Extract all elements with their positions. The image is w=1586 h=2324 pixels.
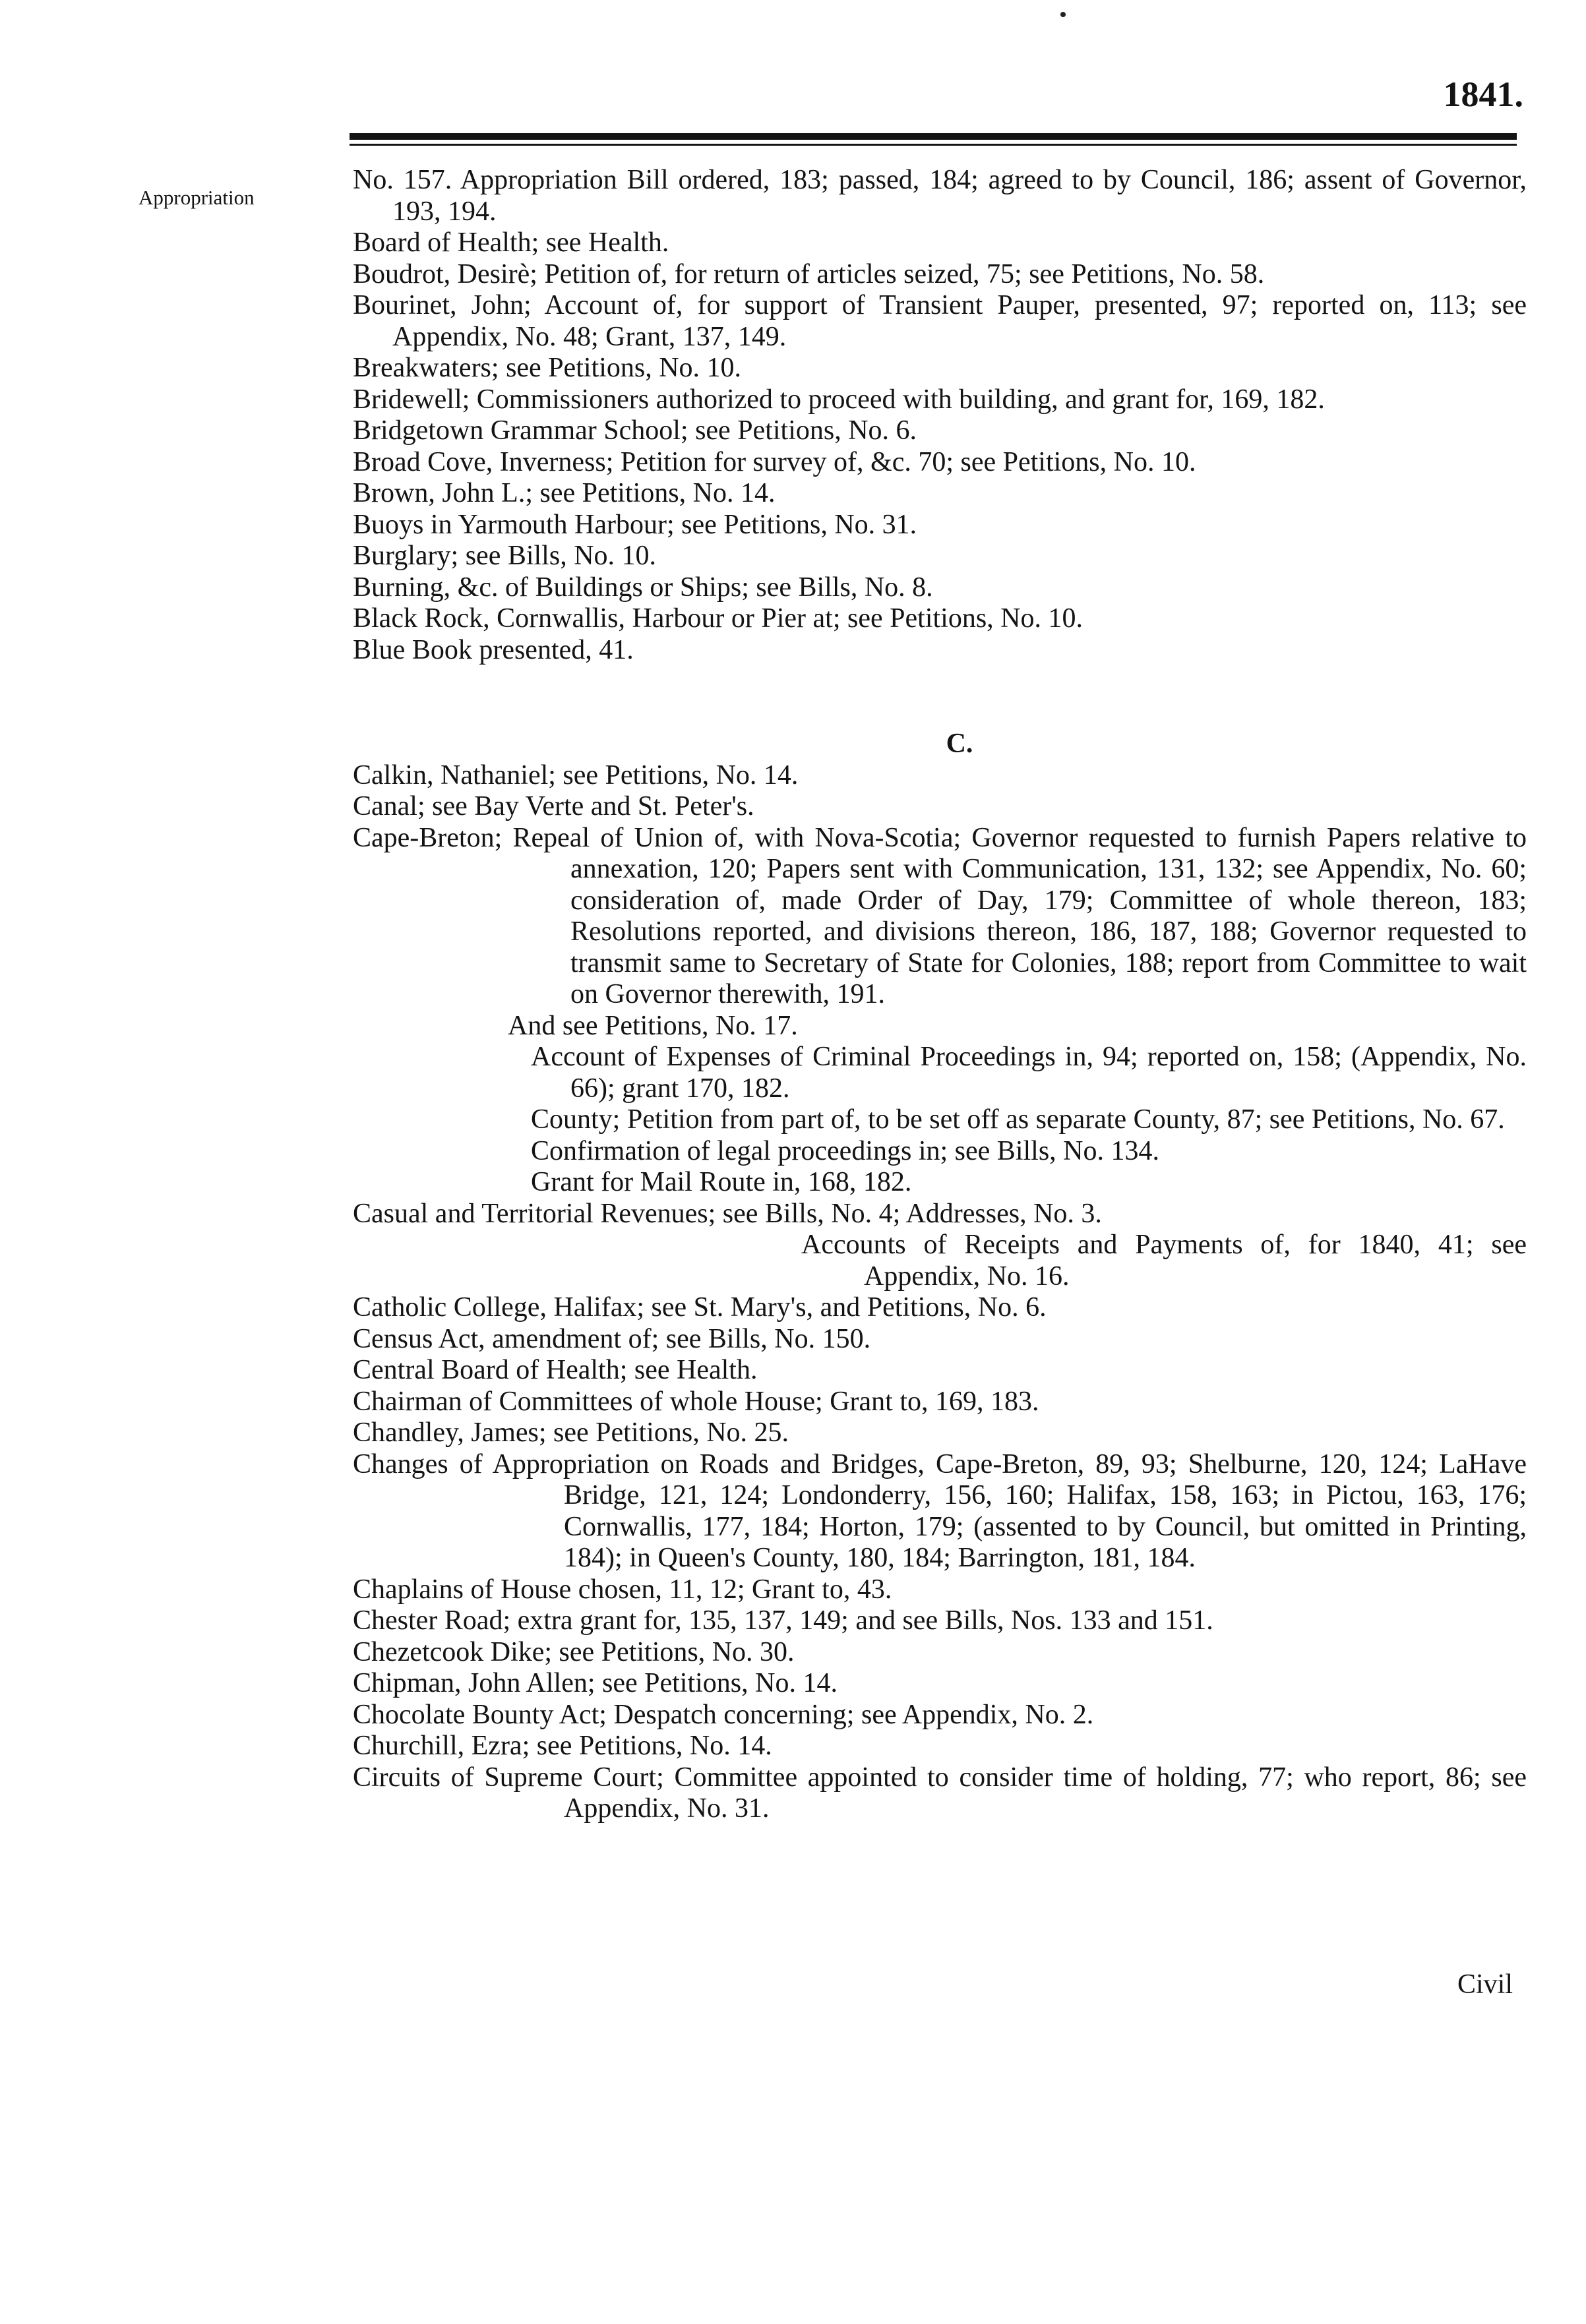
index-subentry: Confirmation of legal proceedings in; see Bills, No. 134. <box>531 1135 1159 1166</box>
index-entry: Board of Health; see Health. <box>353 227 669 258</box>
margin-note: Appropriation <box>138 186 255 209</box>
index-entry: Boudrot, Desirè; Petition of, for return of articles seized, 75; see Petitions, No. 58. <box>353 258 1265 289</box>
index-entry: Bridgetown Grammar School; see Petitions, No. 6. <box>353 415 917 446</box>
index-entry: Black Rock, Cornwallis, Harbour or Pier at; see Petitions, No. 10. <box>353 603 1083 634</box>
index-entry: Casual and Territorial Revenues; see Bills, No. 4; Addresses, No. 3. <box>353 1198 1102 1229</box>
index-subentry: Grant for Mail Route in, 168, 182. <box>531 1167 912 1197</box>
header-rule-thin <box>350 144 1517 146</box>
index-entry: Changes of Appropriation on Roads and Bridges, Cape-Breton, 89, 93; Shelburne, 120, 124; LaHave Bridge, 121, 124; Londonderry, 156, 160; Halifax, 158, 163; in Pictou, 163, 176; Cornwallis, 177, 184; Horton, 179; (assented to by Council, but omitted in Printing, 184); in Queen's County, 180, 184; Barrington, 181, 184. <box>353 1448 1527 1573</box>
index-entry: Calkin, Nathaniel; see Petitions, No. 14. <box>353 760 799 790</box>
index-entry: Bourinet, John; Account of, for support of Transient Pauper, presented, 97; reported on, 113; see Appendix, No. 48; Grant, 137, 149. <box>353 290 1527 352</box>
index-entry: Circuits of Supreme Court; Committee appointed to consider time of holding, 77; who report, 86; see Appendix, No. 31. <box>353 1762 1527 1824</box>
index-entry: Chezetcook Dike; see Petitions, No. 30. <box>353 1636 795 1667</box>
index-entry: Catholic College, Halifax; see St. Mary's, and Petitions, No. 6. <box>353 1292 1047 1323</box>
index-subentry: County; Petition from part of, to be set off as separate County, 87; see Petitions, No. 67. <box>531 1104 1505 1135</box>
index-entry: Breakwaters; see Petitions, No. 10. <box>353 353 742 383</box>
index-entry: Cape-Breton; Repeal of Union of, with Nova-Scotia; Governor requested to furnish Papers relative to annexation, 120; Papers sent with Communication, 131, 132; see Appendix, No. 60; consideration of, made Order of Day, 179; Committee of whole thereon, 183; Resolutions reported, and divisions thereon, 186, 187, 188; Governor requested to transmit same to Secretary of State for Colonies, 188; report from Committee to wait on Governor therewith, 191. <box>353 822 1527 1009</box>
index-entry: Chairman of Committees of whole House; Grant to, 169, 183. <box>353 1386 1039 1417</box>
index-entry: Chandley, James; see Petitions, No. 25. <box>353 1417 789 1448</box>
index-subentry: Account of Expenses of Criminal Proceedings in, 94; reported on, 158; (Appendix, No. 66); grant 170, 182. <box>531 1042 1527 1104</box>
page-header-year: 1841. <box>1443 74 1523 114</box>
index-entry: Canal; see Bay Verte and St. Peter's. <box>353 791 754 821</box>
index-entry: Churchill, Ezra; see Petitions, No. 14. <box>353 1731 772 1761</box>
index-entry: Chester Road; extra grant for, 135, 137, 149; and see Bills, Nos. 133 and 151. <box>353 1605 1213 1636</box>
index-entry: Chaplains of House chosen, 11, 12; Grant to, 43. <box>353 1574 892 1605</box>
index-entry: Bridewell; Commissioners authorized to proceed with building, and grant for, 169, 182. <box>353 384 1325 415</box>
print-speck <box>1060 12 1066 17</box>
index-subentry: And see Petitions, No. 17. <box>508 1010 798 1041</box>
index-entry: Blue Book presented, 41. <box>353 634 634 665</box>
index-entry: Census Act, amendment of; see Bills, No. 150. <box>353 1323 871 1354</box>
index-entry: No. 157. Appropriation Bill ordered, 183; passed, 184; agreed to by Council, 186; assent of Governor, 193, 194. <box>353 165 1527 227</box>
index-subentry: Accounts of Receipts and Payments of, for 1840, 41; see Appendix, No. 16. <box>801 1230 1527 1292</box>
index-entry: Brown, John L.; see Petitions, No. 14. <box>353 478 776 508</box>
index-entry: Chocolate Bounty Act; Despatch concerning; see Appendix, No. 2. <box>353 1699 1094 1730</box>
catchword: Civil <box>1457 1969 1513 2000</box>
header-rule-thick <box>350 133 1517 140</box>
index-entry: Burglary; see Bills, No. 10. <box>353 541 657 571</box>
index-entries <box>353 165 1527 1825</box>
index-entry: Buoys in Yarmouth Harbour; see Petitions, No. 31. <box>353 509 917 540</box>
section-heading-c: C. <box>946 729 973 759</box>
index-entry: Chipman, John Allen; see Petitions, No. 14. <box>353 1668 838 1698</box>
index-entry: Burning, &c. of Buildings or Ships; see Bills, No. 8. <box>353 572 933 603</box>
index-entry: Broad Cove, Inverness; Petition for survey of, &c. 70; see Petitions, No. 10. <box>353 446 1196 477</box>
index-entry: Central Board of Health; see Health. <box>353 1355 758 1385</box>
